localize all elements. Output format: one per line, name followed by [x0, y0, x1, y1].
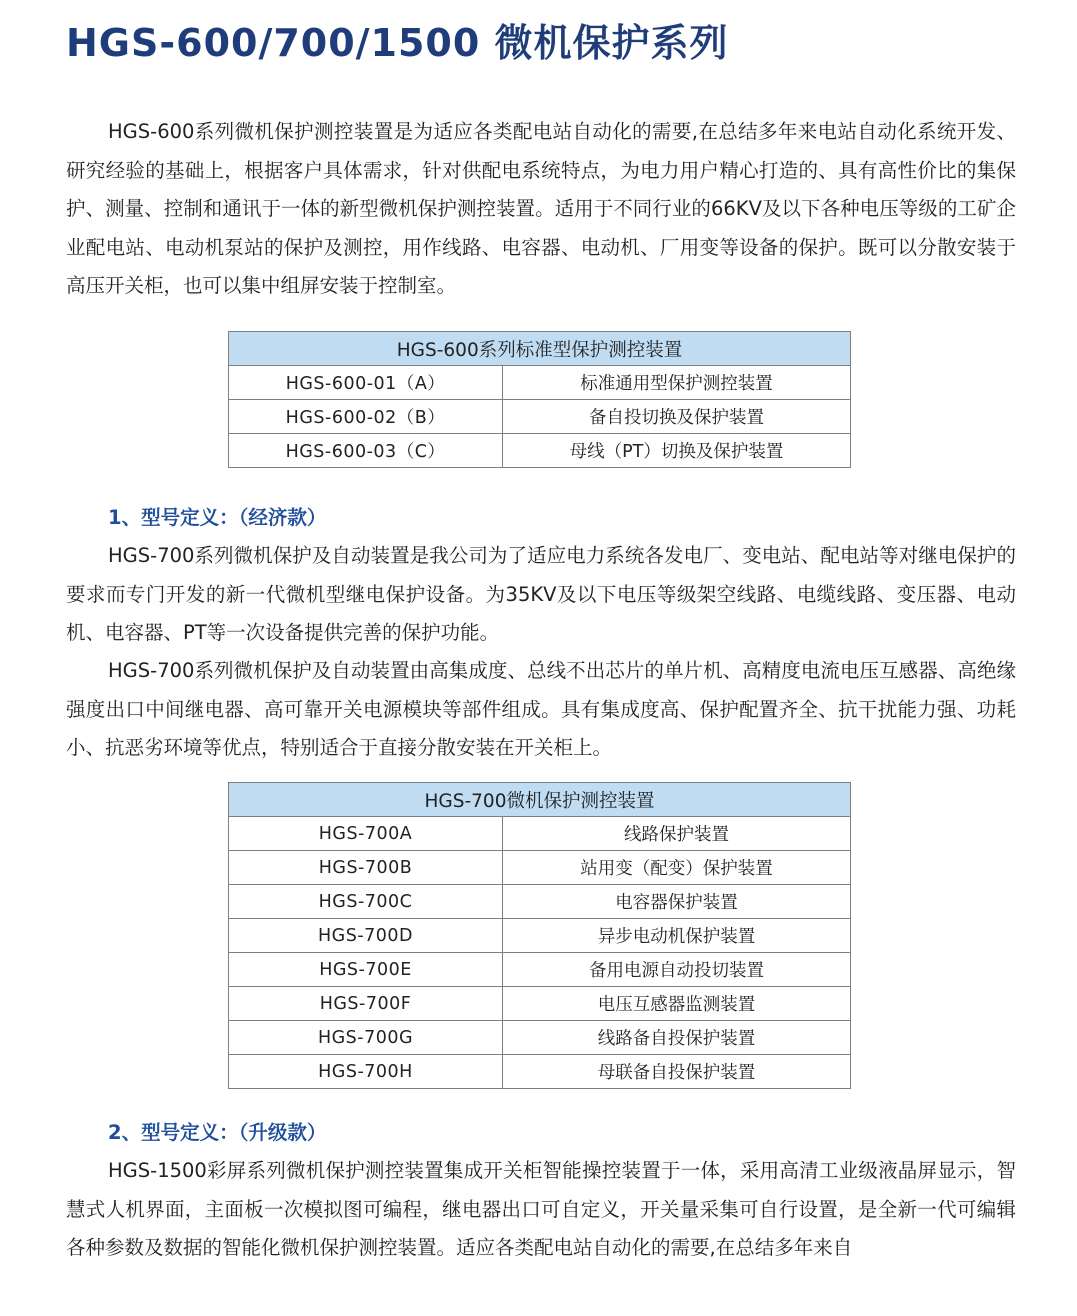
section2-paragraph-1: HGS-1500彩屏系列微机保护测控装置集成开关柜智能操控装置于一体，采用高清工业级液晶屏显示，智慧式人机界面，主面板一次模拟图可编程，继电器出口可自定义，开关量采集可自行设置，是全新一代可编辑各种参数及数据的智能化微机保护测控装置。适应各类配电站自动化的需要,在总结多年来自 — [66, 1159, 1016, 1259]
model-cell: HGS-700H — [229, 1055, 503, 1089]
model-cell: HGS-700A — [229, 817, 503, 851]
description-cell: 线路保护装置 — [503, 817, 851, 851]
description-cell: 电压互感器监测装置 — [503, 987, 851, 1021]
table-header: HGS-700微机保护测控装置 — [229, 783, 851, 817]
hgs-700-table — [228, 782, 851, 1089]
table-header-row — [229, 783, 851, 817]
model-cell: HGS-700B — [229, 851, 503, 885]
intro-paragraph: HGS-600系列微机保护测控装置是为适应各类配电站自动化的需要,在总结多年来电站自动化系统开发、研究经验的基础上，根据客户具体需求，针对供配电系统特点，为电力用户精心打造的、具有高性价比的集保护、测量、控制和通讯于一体的新型微机保护测控装置。适用于不同行业的66KV及以下各种电压等级的工矿企业配电站、电动机泵站的保护及测控，用作线路、电容器、电动机、厂用变等设备的保护。既可以分散安装于高压开关柜，也可以集中组屏安装于控制室。 — [66, 120, 1016, 297]
table-row — [229, 851, 851, 885]
table-header-row — [229, 332, 851, 366]
section1-paragraph-2: HGS-700系列微机保护及自动装置由高集成度、总线不出芯片的单片机、高精度电流电压互感器、高绝缘强度出口中间继电器、高可靠开关电源模块等部件组成。具有集成度高、保护配置齐全、抗干扰能力强、功耗小、抗恶劣环境等优点，特别适合于直接分散安装在开关柜上。 — [66, 659, 1016, 759]
model-cell: HGS-700D — [229, 919, 503, 953]
page-title: HGS-600/700/1500 微机保护系列 — [66, 21, 729, 65]
description-cell: 母联备自投保护装置 — [503, 1055, 851, 1089]
model-cell: HGS-700F — [229, 987, 503, 1021]
description-cell: 母线（PT）切换及保护装置 — [503, 434, 851, 468]
section-heading-economy: 1、型号定义：（经济款） — [108, 506, 327, 529]
table-row — [229, 953, 851, 987]
table-row — [229, 400, 851, 434]
table-row — [229, 1021, 851, 1055]
table-row — [229, 919, 851, 953]
model-cell: HGS-600-01（A） — [229, 366, 503, 400]
table-header: HGS-600系列标准型保护测控装置 — [229, 332, 851, 366]
model-cell: HGS-600-02（B） — [229, 400, 503, 434]
model-cell: HGS-600-03（C） — [229, 434, 503, 468]
section-heading-upgrade: 2、型号定义：（升级款） — [108, 1121, 327, 1144]
model-cell: HGS-700C — [229, 885, 503, 919]
description-cell: 站用变（配变）保护装置 — [503, 851, 851, 885]
table-row — [229, 987, 851, 1021]
description-cell: 线路备自投保护装置 — [503, 1021, 851, 1055]
table-row — [229, 817, 851, 851]
description-cell: 异步电动机保护装置 — [503, 919, 851, 953]
table-row — [229, 1055, 851, 1089]
table-row — [229, 366, 851, 400]
description-cell: 备自投切换及保护装置 — [503, 400, 851, 434]
model-cell: HGS-700E — [229, 953, 503, 987]
description-cell: 电容器保护装置 — [503, 885, 851, 919]
description-cell: 标准通用型保护测控装置 — [503, 366, 851, 400]
section1-paragraph-1: HGS-700系列微机保护及自动装置是我公司为了适应电力系统各发电厂、变电站、配电站等对继电保护的要求而专门开发的新一代微机型继电保护设备。为35KV及以下电压等级架空线路、电缆线路、变压器、电动机、电容器、PT等一次设备提供完善的保护功能。 — [66, 544, 1016, 644]
hgs-600-table — [228, 331, 851, 468]
table-row — [229, 434, 851, 468]
table-row — [229, 885, 851, 919]
model-cell: HGS-700G — [229, 1021, 503, 1055]
description-cell: 备用电源自动投切装置 — [503, 953, 851, 987]
